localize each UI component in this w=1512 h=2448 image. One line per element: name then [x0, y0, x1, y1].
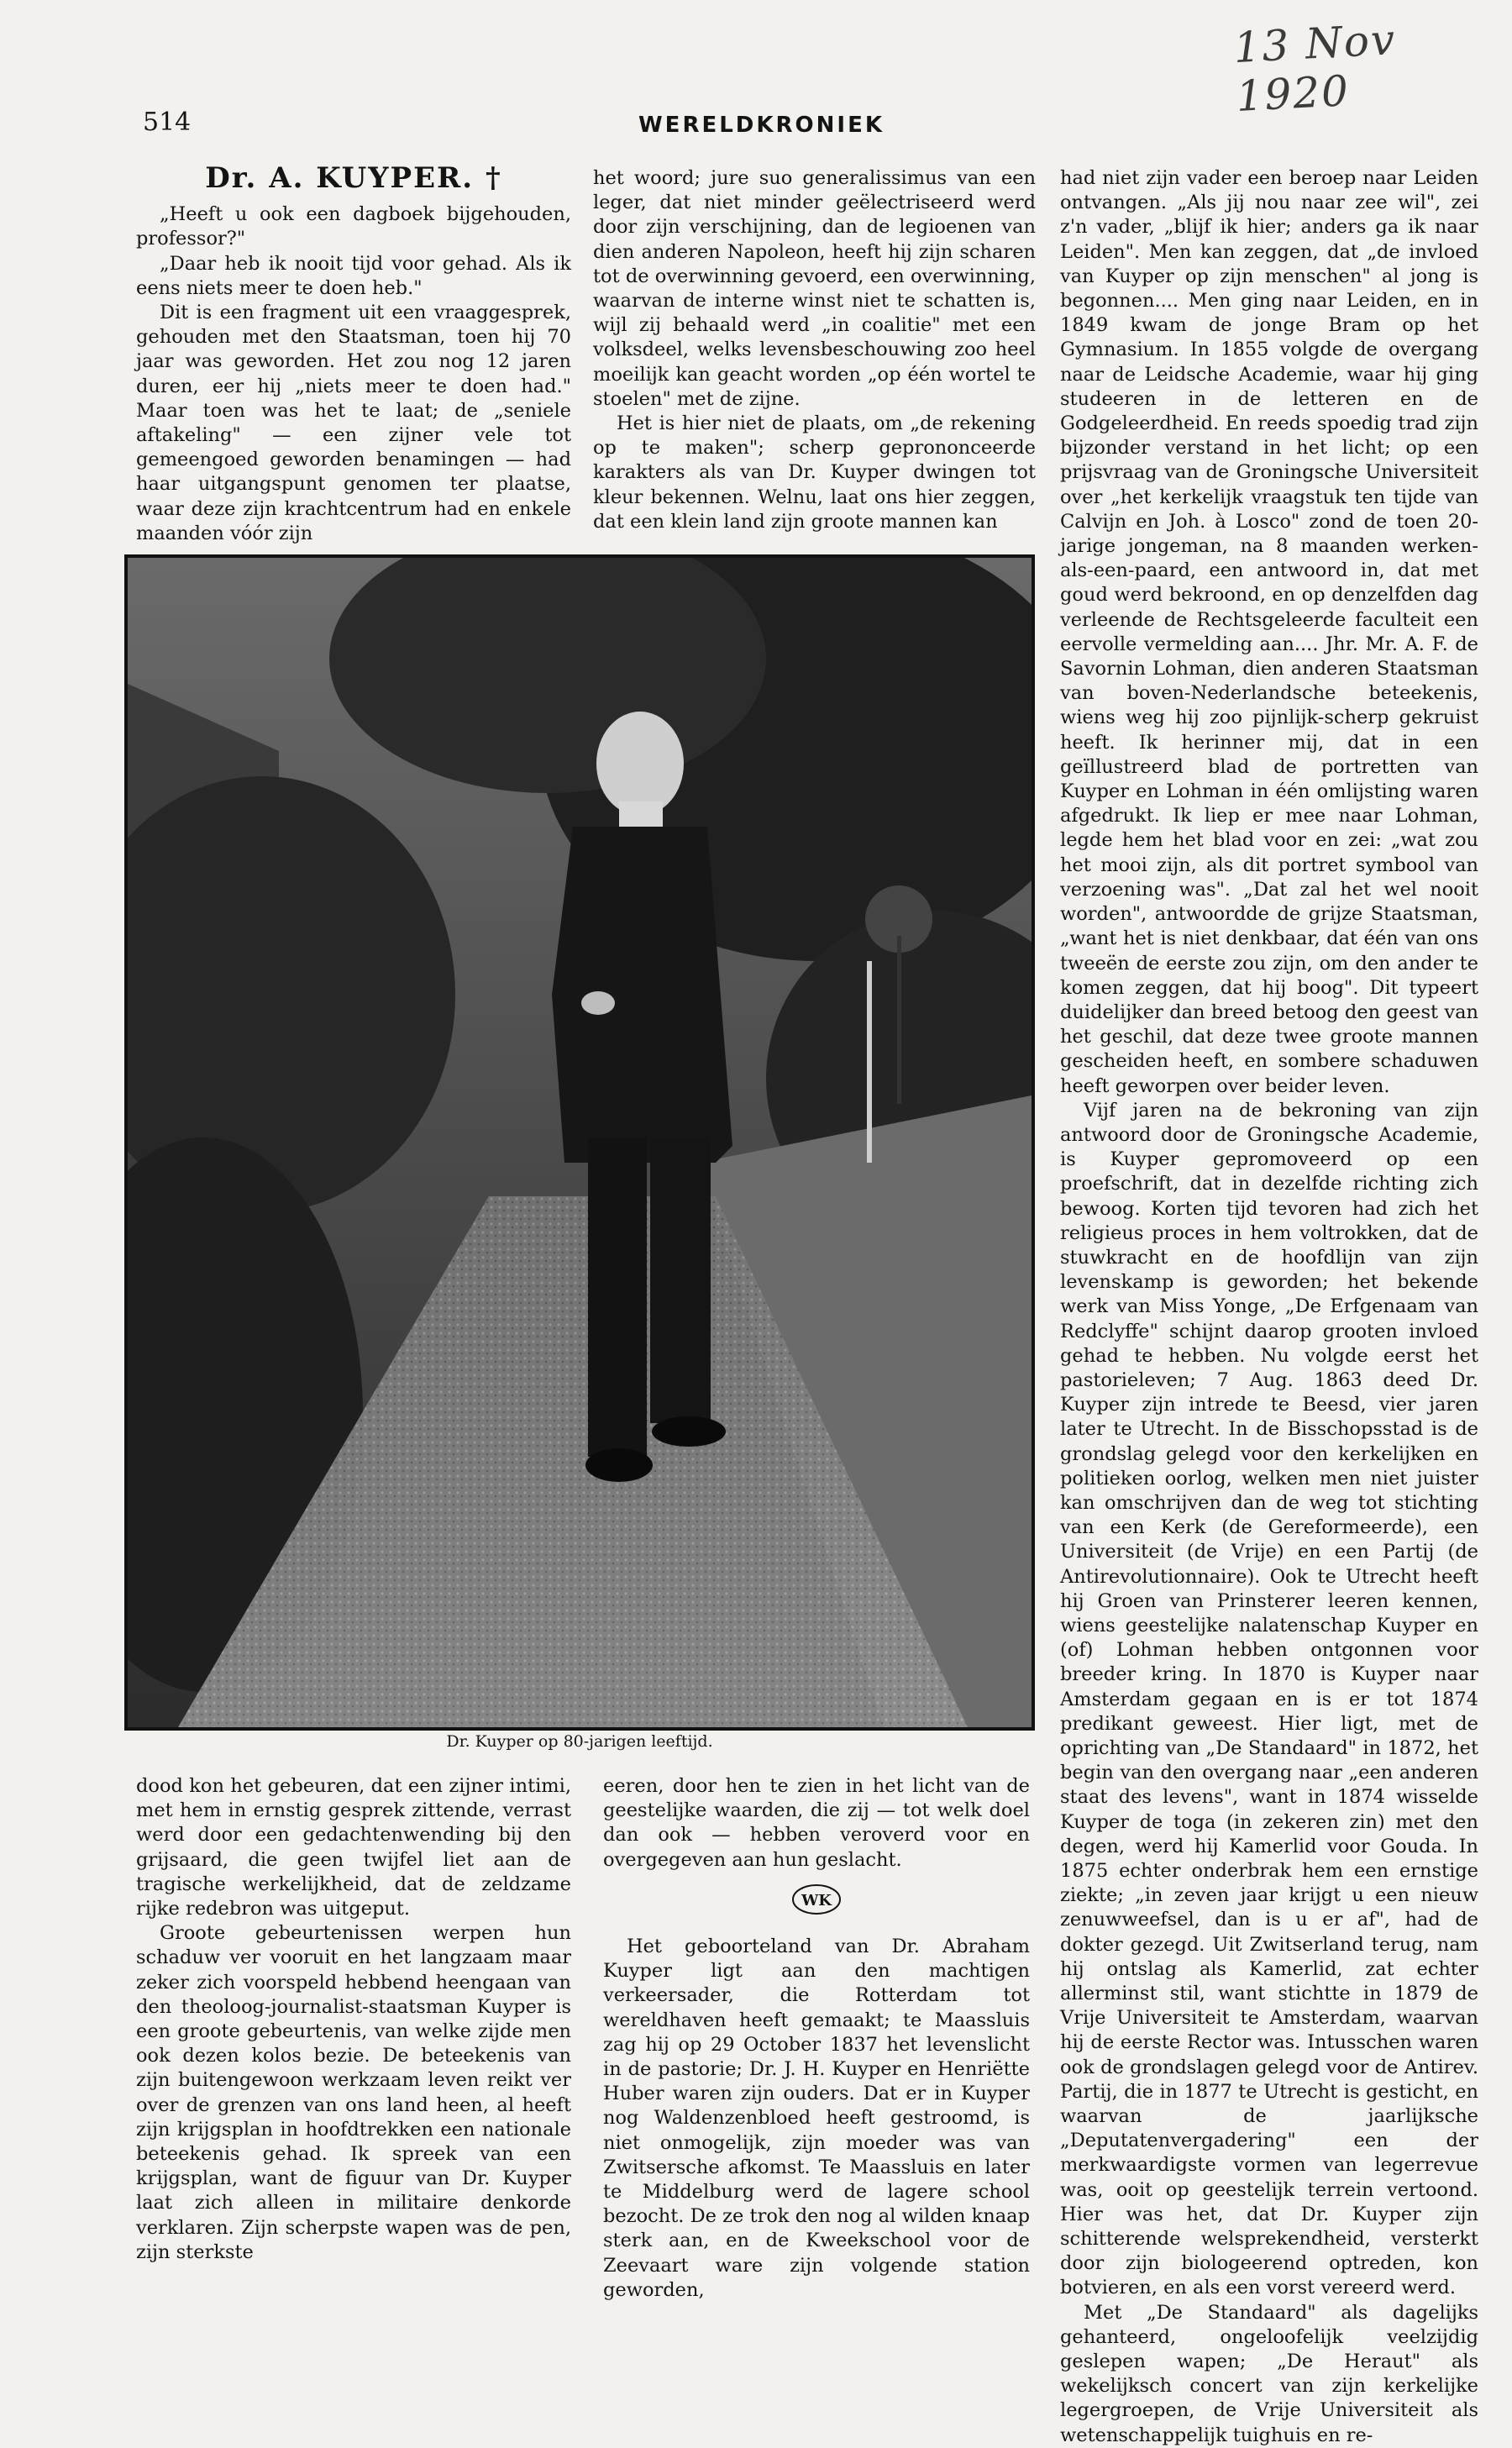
paragraph: Het geboorteland van Dr. Abraham Kuyper ligt aan den machtigen verkeersader, die Rotterdam tot wereldhaven heeft gemaakt; te Maassluis zag hij op 29 October 1837 het levenslicht in de pastorie; Dr. J. H. Kuyper en Henriëtte Huber waren zijn ouders. Dat er in Kuyper nog Waldenzenbloed heeft gestroomd, is niet onmogelijk, zijn moeder was van Zwitsersche afkomst. Te Maassluis en later te Middelburg werd de lagere school bezocht. De ze trok den nog al wilden knaap sterk aan, en de Kweekschool voor de Zeevaart ware zijn volgende station geworden,	[603, 1936, 1030, 2301]
page-number: 514	[143, 108, 192, 137]
paragraph: dood kon het gebeuren, dat een zijner intimi, met hem in ernstig gesprek zittende, verrast werd door een gedachtenwending bij den grijsaard, die geen twijfel liet aan de tragische werkelijkheid, dat de zeldzame rijke redebron was uitgeput.	[136, 1775, 571, 1920]
paragraph: eeren, door hen te zien in het licht van de geestelijke waarden, die zij — tot welk doel dan ook — hebben veroverd voor en overgegeven aan hun geslacht.	[603, 1775, 1030, 1871]
column-1-top	[136, 161, 571, 546]
column-2-top	[593, 166, 1036, 534]
column-3	[1060, 166, 1478, 2448]
svg-text:WK: WK	[801, 1891, 832, 1910]
wk-ornament	[603, 1883, 1030, 1923]
paragraph: „Daar heb ik nooit tijd voor gehad. Als ik eens niets meer te doen heb."	[136, 252, 571, 299]
article-title: Dr. A. KUYPER. †	[205, 161, 502, 195]
wk-monogram-icon	[790, 1883, 843, 1916]
paragraph: Groote gebeurtenissen werpen hun schaduw ver vooruit en het langzaam maar zeker zich voorspeld hebbend heengaan van den theoloog-journalist-staatsman Kuyper is een groote gebeurtenis, van welke zijde men ook dezen kolos bezie. De beteekenis van zijn buitengewoon werkzaam leven reikt ver over de grenzen van ons land heen, al heeft zijn krijgsplan in hoofdtrekken een nationale beteekenis gehad. Ik spreek van een krijgsplan, want de figuur van Dr. Kuyper laat zich alleen in militaire denkorde verklaren. Zijn scherpste wapen was de pen, zijn sterkste	[136, 1922, 571, 2263]
column-1-bottom	[136, 1774, 571, 2265]
paragraph: het woord; jure suo generalissimus van een leger, dat niet minder geëlectriseerd werd door zijn verschijning, dan de legioenen van dien anderen Napoleon, heeft hij zijn scharen tot de overwinning gevoerd, een overwinning, waarvan de interne winst niet te schatten is, wijl zij behaald werd „in coalitie" met een volksdeel, welks levensbeschouwing zoo heel moeilijk kan geacht worden „op één wortel te stoelen" met de zijne.	[593, 167, 1036, 410]
photo-caption: Dr. Kuyper op 80-jarigen leeftijd.	[446, 1732, 713, 1751]
paragraph: Met „De Standaard" als dagelijks gehanteerd, ongeloofelijk veelzijdig geslepen wapen; „De Heraut" als wekelijksch concert van zijn kerkelijke legergroepen, de Vrije Universiteit als wetenschappelijk tuighuis en re-	[1060, 2301, 1478, 2446]
paragraph: „Heeft u ook een dagboek bijgehouden, professor?"	[136, 203, 571, 250]
running-title: WERELDKRONIEK	[638, 113, 885, 138]
paragraph: Het is hier niet de plaats, om „de rekening op te maken"; scherp geprononceerde karakters als van Dr. Kuyper dwingen tot kleur bekennen. Welnu, laat ons hier zeggen, dat een klein land zijn groote mannen kan	[593, 412, 1036, 533]
paragraph: had niet zijn vader een beroep naar Leiden ontvangen. „Als jij nou naar zee wil", zei z'n vader, „blijf ik hier; anders ga ik naar Leiden". Men kan zeggen, dat „de invloed van Kuyper op zijn menschen" al jong is begonnen.... Men ging naar Leiden, en in 1849 kwam de jonge Bram op het Gymnasium. In 1855 volgde de overgang naar de Leidsche Academie, waar hij ging studeeren in de letteren en de Godgeleerdheid. En reeds spoedig trad zijn bijzonder verstand in het licht; op een prijsvraag van de Groningsche Universiteit over „het kerkelijk vraagstuk ten tijde van Calvijn en Joh. à Losco" zond de toen 20-jarige jongeman, na 8 maanden werken-als-een-paard, een antwoord in, dat met goud werd bekroond, en op denzelfden dag verleende de Rechtsgeleerde faculteit een eervolle vermelding aan.... Jhr. Mr. A. F. de Savornin Lohman, dien anderen Staatsman van boven-Nederlandsche beteekenis, wiens weg hij zoo pijnlijk-scherp gekruist heeft. Ik herinner mij, dat in een geïllustreerd blad de portretten van Kuyper en Lohman in één omlijsting waren afgedrukt. Ik liep er mee naar Lohman, legde hem het blad voor en zei: „wat zou het mooi zijn, als dit portret symbool van verzoening was". „Dat zal het wel nooit worden", antwoordde de grijze Staatsman, „want het is niet denkbaar, dat één van ons tweeën de eerste zou zijn, om den ander te komen zeggen, dat hij boog". Dit typeert duidelijker dan breed betoog den geest van het geschil, dat deze twee groote mannen gescheiden heeft, en sombere schaduwen heeft geworpen over beider leven.	[1060, 167, 1478, 1097]
paragraph: Dit is een fragment uit een vraaggesprek, gehouden met den Staatsman, toen hij 70 jaar was geworden. Het zou nog 12 jaren duren, eer hij „niets meer te doen had." Maar toen was het te laat; de „seniele aftakeling" — een zijner vele tot gemeengoed geworden benamingen — had haar uitgangspunt genomen ter plaatse, waar deze zijn krachtcentrum had en enkele maanden vóór zijn	[136, 302, 571, 544]
handwritten-date: 13 Nov 1920	[1232, 15, 1398, 122]
paragraph: Vijf jaren na de bekroning van zijn antwoord door de Groningsche Academie, is Kuyper gepromoveerd op een proefschrift, dat in dezelfde richting zich bewoog. Korten tijd tevoren had zich het religieus proces in hem voltrokken, dat de stuwkracht en de hoofdlijn van zijn levenskamp is geworden; het bekende werk van Miss Yonge, „De Erfgenaam van Redclyffe" schijnt daarop grooten invloed gehad te hebben. Nu volgde eerst het pastorieleven; 7 Aug. 1863 deed Dr. Kuyper zijn intrede te Beesd, vier jaren later te Utrecht. In de Bisschopsstad is de grondslag gelegd voor den kerkelijken en politieken oorlog, welken men niet juister kan omschrijven dan de weg tot stichting van een Kerk (de Gereformeerde), een Universiteit (de Vrije) en een Partij (de Antirevolutionnaire). Ook te Utrecht heeft hij Groen van Prinsterer leeren kennen, wiens geestelijke nalatenschap Kuyper en (of) Lohman hebben ontgonnen voor breeder kring. In 1870 is Kuyper naar Amsterdam gegaan en is er tot 1874 predikant geweest. Hier ligt, met de oprichting van „De Standaard" in 1872, het begin van den overgang naar „een anderen staat des levens", want in 1874 wisselde Kuyper de toga (in zekeren zin) met den degen, werd hij Kamerlid voor Gouda. In 1875 echter onderbrak hem een ernstige ziekte; „in zeven jaar krijgt u een nieuw zenuwweefsel, dan is u er af", had de dokter gezegd. Uit Zwitserland terug, nam hij ontslag als Kamerlid, zat echter allerminst stil, want stichtte in 1879 de Vrije Universiteit te Amsterdam, waarvan hij de eerste Rector was. Intusschen waren ook de grondslagen gelegd voor de Antirev. Partij, die in 1877 te Utrecht is gesticht, en waarvan de jaarlijksche „Deputatenvergadering" een der merkwaardigste vormen van legerrevue was, ooit op geestelijk terrein vertoond. Hier was het, dat Dr. Kuyper zijn schitterende welsprekendheid, versterkt door zijn biologeerend optreden, kon botvieren, en als een vorst vereerd werd.	[1060, 1099, 1478, 2299]
portrait-photo	[124, 554, 1035, 1731]
column-2-bottom	[603, 1774, 1030, 2303]
